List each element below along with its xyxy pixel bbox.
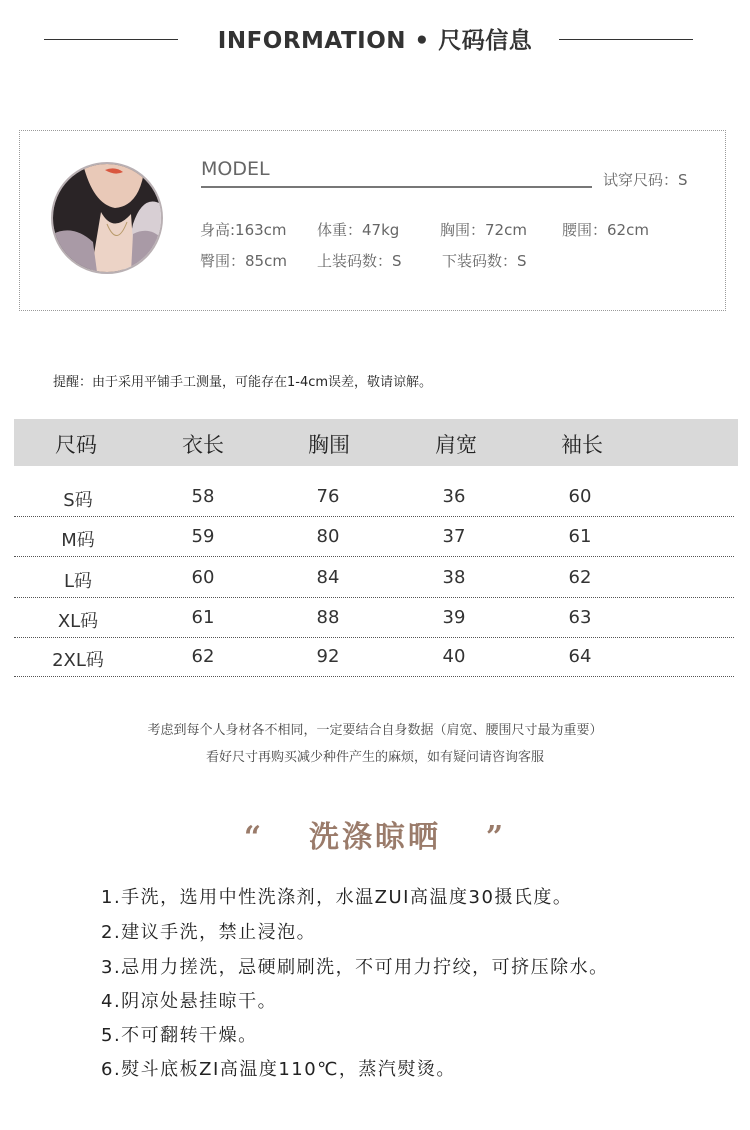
stat-height: 身高:163cm (200, 221, 287, 239)
row-divider (14, 556, 734, 557)
washing-instruction-3: 3.忌用力搓洗，忌硬刷刷洗，不可用力拧绞，可挤压除水。 (101, 957, 609, 978)
header-chest: 胸围 (308, 433, 350, 457)
header-sleeve: 袖长 (561, 433, 603, 457)
model-info-card (19, 130, 726, 311)
page-title: INFORMATION • 尺码信息 (217, 28, 533, 54)
cell-chest: 88 (316, 607, 340, 628)
cell-length: 62 (191, 646, 215, 667)
washing-instruction-4: 4.阴凉处悬挂晾干。 (101, 991, 278, 1012)
sizing-note-1: 考虑到每个人身材各不相同，一定要结合自身数据（肩宽、腰围尺寸最为重要） (147, 723, 603, 738)
table-row (14, 637, 734, 677)
washing-title-text: 洗涤晾晒 (309, 820, 441, 855)
washing-instruction-5: 5.不可翻转干燥。 (101, 1025, 258, 1046)
stat-weight: 体重：47kg (317, 221, 400, 239)
cell-chest: 84 (316, 567, 340, 588)
table-row (14, 477, 734, 517)
try-size: 试穿尺码：S (603, 171, 688, 189)
header-size: 尺码 (55, 433, 97, 457)
washing-instruction-6: 6.熨斗底板ZI高温度110℃，蒸汽熨烫。 (101, 1059, 456, 1080)
measurement-reminder: 提醒：由于采用平铺手工测量，可能存在1-4cm误差，敬请谅解。 (53, 375, 433, 390)
washing-instruction-1: 1.手洗，选用中性洗涤剂，水温ZUI高温度30摄氏度。 (101, 887, 573, 908)
header-right-rule (559, 39, 693, 40)
table-row (14, 558, 734, 598)
cell-size: M码 (61, 530, 95, 551)
cell-shoulder: 36 (442, 486, 466, 507)
washing-section-title (0, 812, 750, 856)
cell-shoulder: 40 (442, 646, 466, 667)
cell-sleeve: 61 (568, 526, 592, 547)
stat-bottom-size: 下装码数：S (442, 252, 527, 270)
model-photo-illustration (53, 164, 161, 272)
sizing-note-2: 看好尺寸再购买减少种件产生的麻烦，如有疑问请咨询客服 (205, 750, 544, 765)
cell-sleeve: 62 (568, 567, 592, 588)
cell-size: 2XL码 (52, 650, 104, 671)
cell-shoulder: 37 (442, 526, 466, 547)
cell-shoulder: 38 (442, 567, 466, 588)
header-length: 衣长 (182, 433, 224, 457)
open-quote: “ (243, 820, 265, 855)
stat-waist: 腰围：62cm (562, 221, 649, 239)
washing-instruction-2: 2.建议手洗，禁止浸泡。 (101, 922, 317, 943)
cell-length: 58 (191, 486, 215, 507)
row-divider (14, 676, 734, 677)
cell-size: S码 (63, 490, 93, 511)
stat-hip: 臀围：85cm (200, 252, 287, 270)
cell-length: 60 (191, 567, 215, 588)
cell-chest: 76 (316, 486, 340, 507)
header-shoulder: 肩宽 (435, 433, 477, 457)
cell-sleeve: 63 (568, 607, 592, 628)
table-row (14, 598, 734, 638)
cell-shoulder: 39 (442, 607, 466, 628)
table-row (14, 517, 734, 557)
cell-size: XL码 (57, 611, 99, 632)
cell-length: 61 (191, 607, 215, 628)
close-quote: ” (485, 820, 507, 855)
model-underline (201, 186, 592, 188)
cell-chest: 92 (316, 646, 340, 667)
cell-size: L码 (63, 571, 93, 592)
cell-sleeve: 60 (568, 486, 592, 507)
stat-top-size: 上装码数：S (317, 252, 402, 270)
stat-chest: 胸围：72cm (440, 221, 527, 239)
cell-length: 59 (191, 526, 215, 547)
cell-sleeve: 64 (568, 646, 592, 667)
model-label: MODEL (201, 158, 270, 180)
size-table-header (14, 419, 738, 466)
model-avatar (51, 162, 163, 274)
cell-chest: 80 (316, 526, 340, 547)
